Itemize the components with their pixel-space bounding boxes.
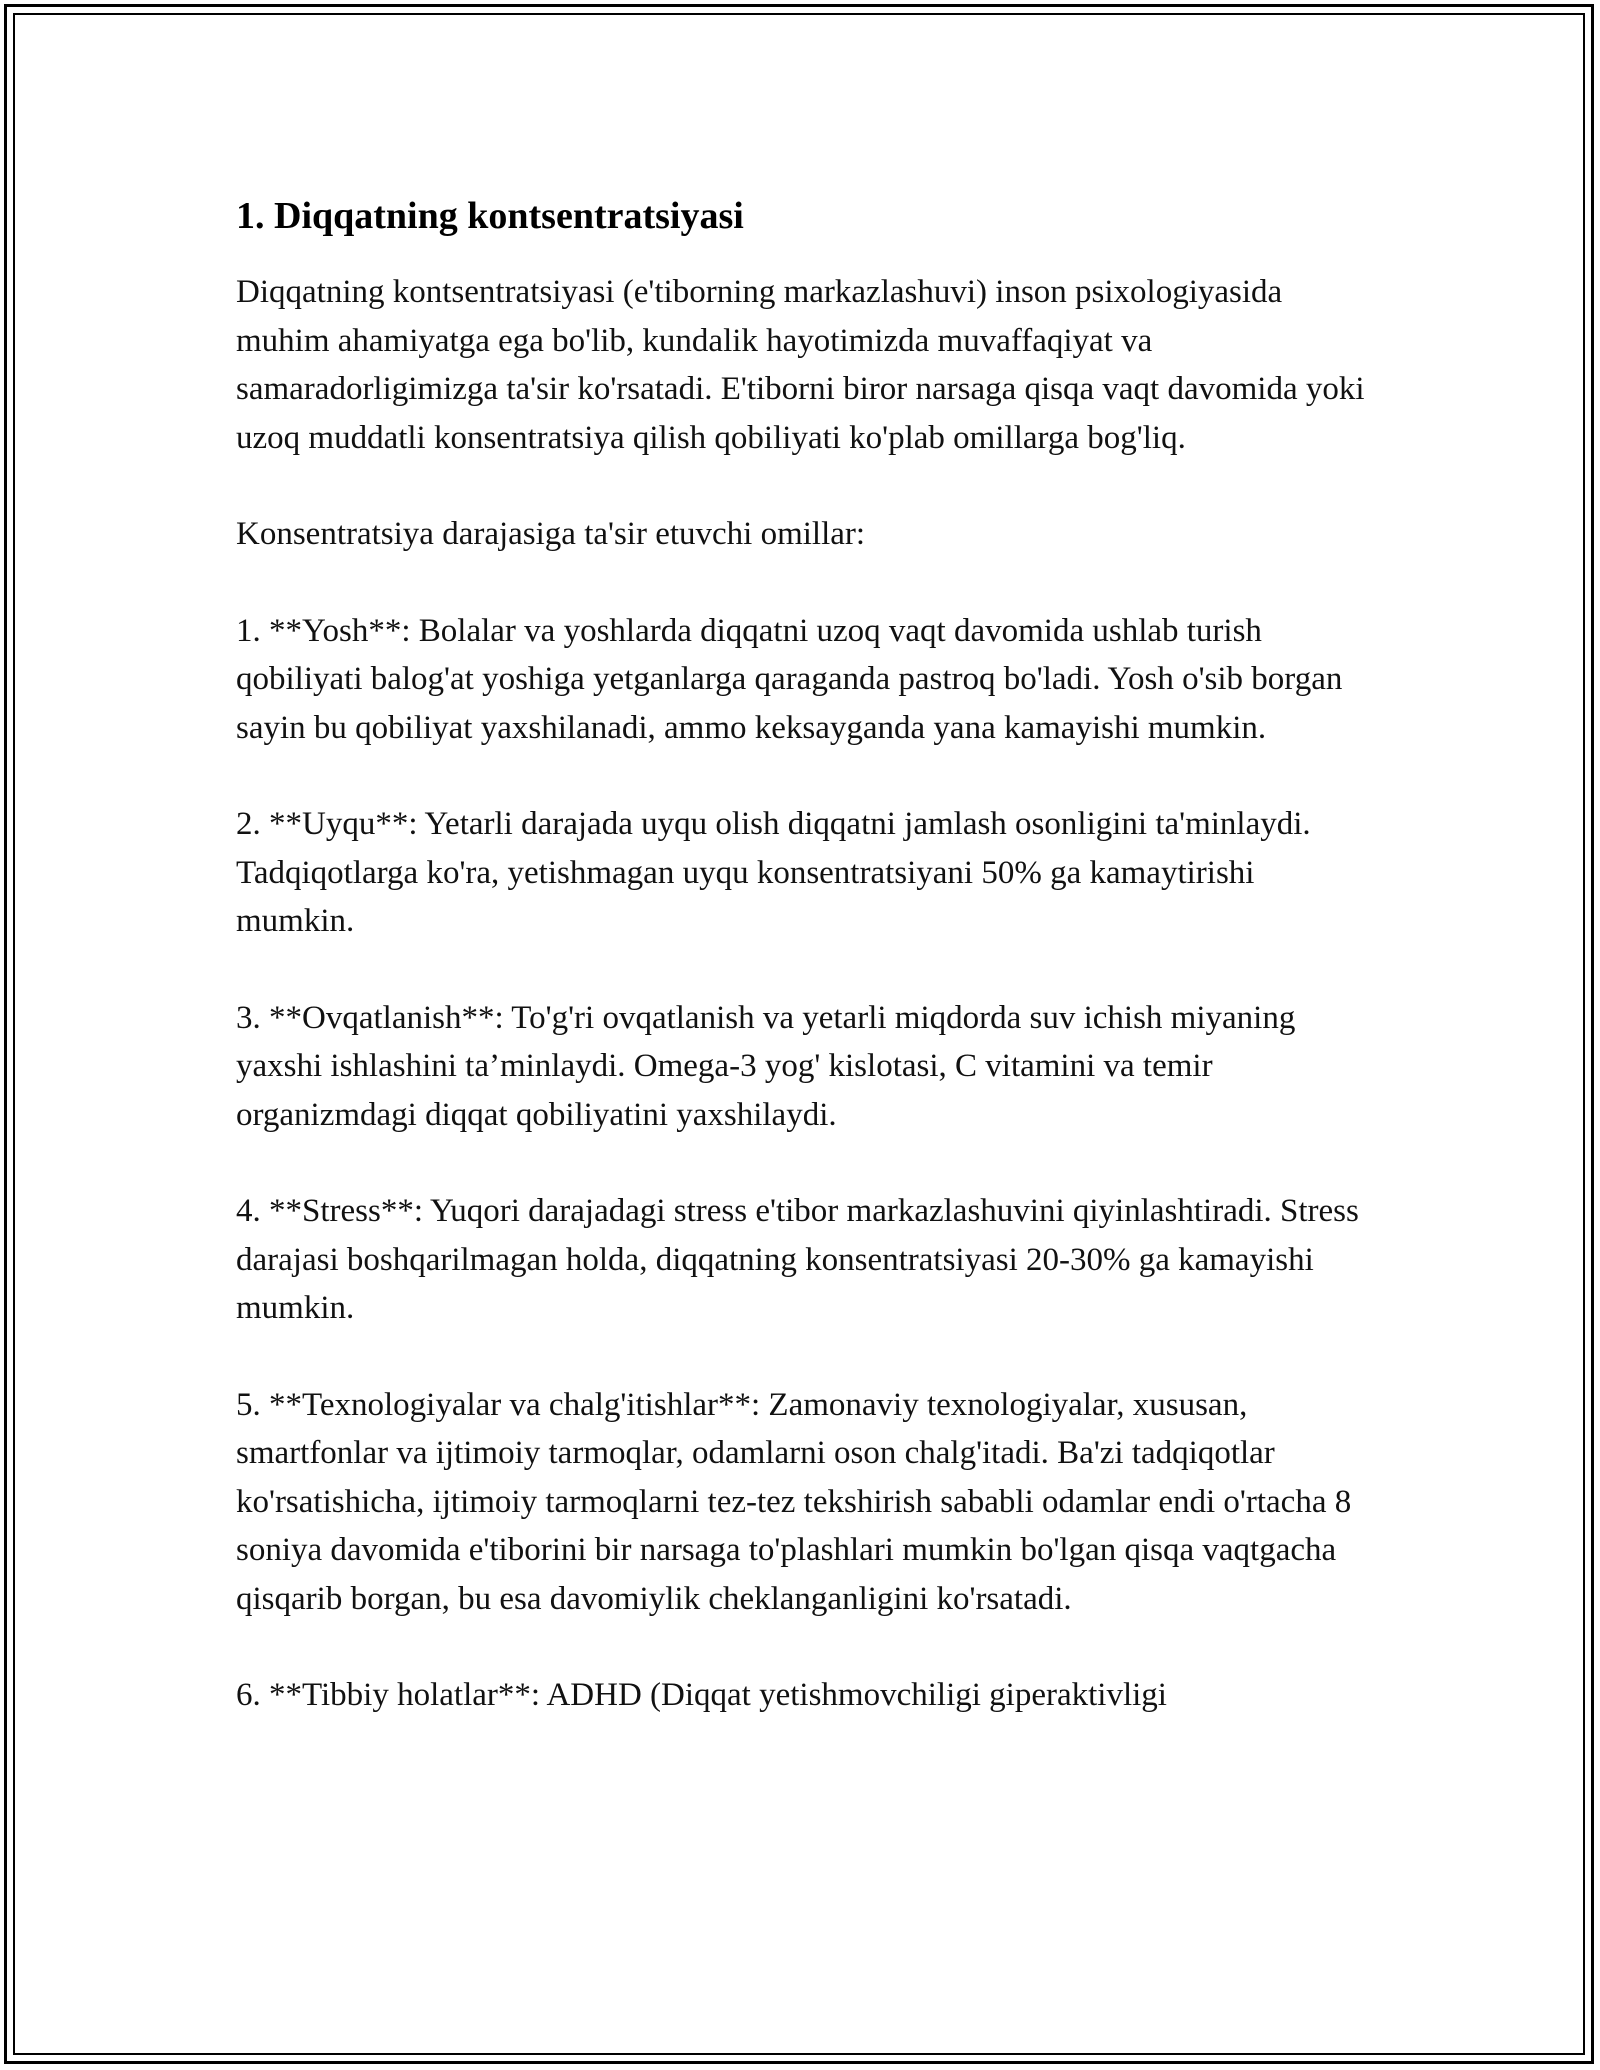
factor-stress: 4. **Stress**: Yuqori darajadagi stress e'tibor markazlashuvini qiyinlashtiradi. Stress darajasi boshqarilmagan holda, diqqatning konsentratsiyasi 20-30% ga kamayishi mumkin. — [236, 1193, 1359, 1326]
intro-paragraph: Diqqatning kontsentratsiyasi (e'tiborning markazlashuvi) inson psixologiyasida muhim ahamiyatga ega bo'lib, kundalik hayotimizda muvaffaqiyat va samaradorligimizga ta'sir ko'rsatadi. E'tiborni biror narsaga qisqa vaqt davomida yoki uzoq muddatli konsentratsiya qilish qobiliyati ko'plab omillarga bog'liq. — [236, 274, 1365, 456]
factor-nutrition: 3. **Ovqatlanish**: To'g'ri ovqatlanish va yetarli miqdorda suv ichish miyaning yaxshi ishlashini ta’minlaydi. Omega-3 yog' kislotasi, C vitamini va temir organizmdagi diqqat qobiliyatini yaxshilaydi. — [236, 999, 1296, 1133]
factor-sleep: 2. **Uyqu**: Yetarli darajada uyqu olish diqqatni jamlash osonligini ta'minlaydi. Tadqiqotlarga ko'ra, yetishmagan uyqu konsentratsiyani 50% ga kamaytirishi mumkin. — [236, 806, 1311, 939]
factors-intro: Konsentratsiya darajasiga ta'sir etuvchi omillar: — [236, 516, 866, 552]
factor-medical: 6. **Tibbiy holatlar**: ADHD (Diqqat yetishmovchiligi giperaktivligi — [236, 1677, 1167, 1713]
factor-age: 1. **Yosh**: Bolalar va yoshlarda diqqatni uzoq vaqt davomida ushlab turish qobiliyati balog'at yoshiga yetganlarga qaraganda pastroq bo'ladi. Yosh o'sib borgan sayin bu qobiliyat yaxshilanadi, ammo keksayganda yana kamayishi mumkin. — [236, 612, 1343, 746]
document-body — [236, 186, 1376, 1720]
factor-technology: 5. **Texnologiyalar va chalg'itishlar**: Zamonaviy texnologiyalar, xususan, smartfonlar va ijtimoiy tarmoqlar, odamlarni oson chalg'itadi. Ba'zi tadqiqotlar ko'rsatishicha, ijtimoiy tarmoqlarni tez-tez tekshirish sababli odamlar endi o'rtacha 8 soniya davomida e'tiborini bir narsaga to'plashlari mumkin bo'lgan qisqa vaqtgacha qisqarib borgan, bu esa davomiylik cheklanganligini ko'rsatadi. — [236, 1386, 1352, 1617]
section-heading: 1. Diqqatning kontsentratsiyasi — [236, 195, 744, 237]
